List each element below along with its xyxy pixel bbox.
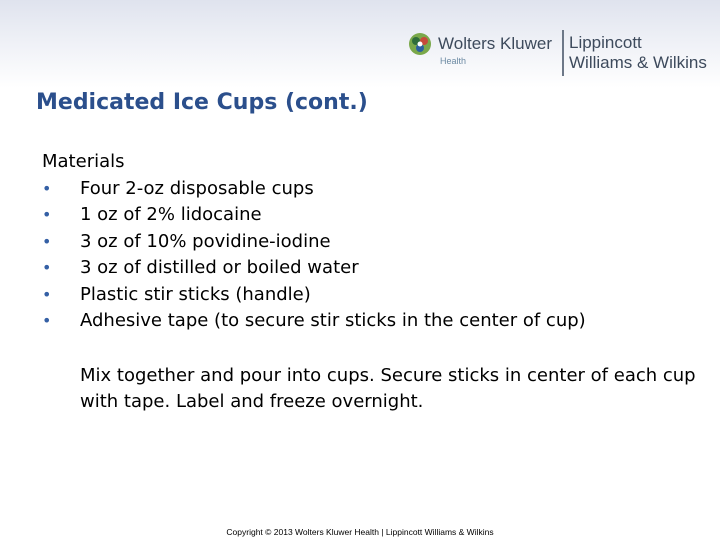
list-item [42, 229, 702, 256]
copyright-text: Copyright © 2013 Wolters Kluwer Health | Lippincott Williams & Wilkins [226, 527, 494, 537]
list-item-text: 1 oz of 2% lidocaine [80, 204, 262, 225]
instructions-text: Mix together and pour into cups. Secure sticks in center of each cup with tape. Label and freeze overnight. [80, 364, 696, 412]
materials-heading: Materials [42, 151, 125, 172]
imprint-line-1: Lippincott [569, 33, 642, 52]
bullet-icon: • [42, 258, 52, 277]
bullet-icon: • [42, 178, 52, 198]
publisher-name: Wolters Kluwer [438, 34, 552, 53]
list-item-text: 3 oz of 10% povidine-iodine [80, 230, 331, 252]
list-item [42, 282, 702, 309]
lww-logo [569, 33, 707, 73]
list-item [42, 308, 702, 335]
list-item-text: Plastic stir sticks (handle) [80, 283, 311, 305]
list-item-text: Adhesive tape (to secure stir sticks in the center of cup) [80, 310, 586, 331]
bullet-icon: • [42, 284, 52, 304]
slide-title: Medicated Ice Cups (cont.) [36, 90, 368, 115]
bullet-icon: • [42, 311, 52, 330]
publisher-division: Health [440, 56, 467, 66]
list-item [42, 202, 702, 229]
list-item-text: 3 oz of distilled or boiled water [80, 257, 359, 278]
list-item [42, 255, 702, 282]
materials-list [42, 176, 702, 335]
logo-divider [562, 30, 564, 76]
bullet-icon: • [42, 205, 52, 224]
wolters-kluwer-logo [408, 30, 560, 70]
bullet-icon: • [42, 231, 52, 251]
list-item [42, 176, 702, 203]
list-item-text: Four 2-oz disposable cups [80, 177, 314, 199]
copyright-footer [0, 527, 720, 537]
wolters-kluwer-emblem-icon [408, 32, 432, 56]
imprint-line-2: Williams & Wilkins [569, 53, 707, 72]
slide-content [42, 149, 702, 415]
